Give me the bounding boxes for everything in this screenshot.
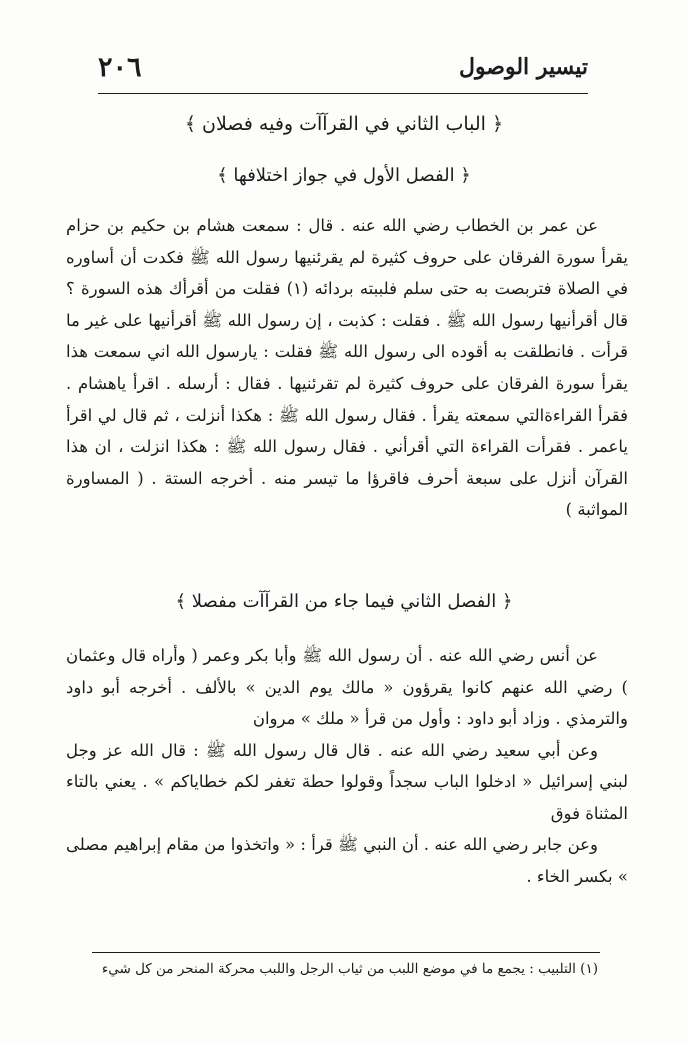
chapter-heading: ﴿ الباب الثاني في القرآآت وفيه فصلان ﴾	[184, 113, 504, 135]
section-2-paragraph-abu-said: وعن أبي سعيد رضي الله عنه . قال قال رسول الله ﷺ : قال الله عز وجل لبني إسرائيل « ادخلوا الباب سجداً وقولوا حطة تغفر لكم خطاياكم » . يعني بالتاء المثناة فوق	[66, 740, 628, 823]
section-1-body	[66, 210, 628, 526]
section-1-paragraph: عن عمر بن الخطاب رضي الله عنه . قال : سمعت هشام بن حكيم بن حزام يقرأ سورة الفرقان على حروف كثيرة لم يقرئنيها رسول الله ﷺ فكدت أن أساوره في الصلاة فتربصت به حتى سلم فلببته بردائه (١) فقلت من أقرأك هذه السورة ؟ قال أقرأنيها رسول الله ﷺ . فقلت : كذبت ، إن رسول الله ﷺ أقرأنيها على غير ما قرأت . فانطلقت به أقوده الى رسول الله ﷺ فقلت : يارسول الله اني سمعت هذا يقرأ سورة الفرقان على حروف كثيرة لم تقرئنيها . فقال : أرسله . اقرأ ياهشام . فقرأ القراءةالتي سمعته يقرأ . فقال رسول الله ﷺ : هكذا أنزلت ، ثم قال لي اقرأ ياعمر . فقرأت القراءة التي أقرأني . فقال رسول الله ﷺ : هكذا انزلت ، ان هذا القرآن أنزل على سبعة أحرف فاقرؤا ما تيسر منه . أخرجه الستة . ( المساورة المواثبة )	[66, 216, 628, 520]
page-number: ٢٠٦	[98, 52, 142, 83]
page-header	[98, 52, 588, 90]
footnote-rule	[92, 952, 600, 953]
section-2-paragraph-anas: عن أنس رضي الله عنه . أن رسول الله ﷺ وأبا بكر وعمر ( وأراه قال وعثمان ) رضي الله عنهم كانوا يقرؤون « مالك يوم الدين » بالألف . أخرجه أبو داود والترمذي . وزاد أبو داود : وأول من قرأ « ملك » مروان	[66, 646, 628, 728]
running-title: تيسير الوصول	[458, 54, 588, 80]
header-rule	[98, 93, 588, 94]
section-2-body	[66, 640, 628, 892]
section-2-heading: ﴿ الفصل الثاني فيما جاء من القرآآت مفصلا ﴾	[175, 591, 513, 612]
footnote: (١) التلبيب : يجمع ما في موضع اللبب من ثياب الرجل واللبب محركة المنحر من كل شيء	[101, 961, 598, 977]
section-1-heading: ﴿ الفصل الأول في جواز اختلافها ﴾	[217, 165, 471, 186]
section-2-paragraph-jabir: وعن جابر رضي الله عنه . أن النبي ﷺ قرأ : « واتخذوا من مقام إبراهيم مصلى » بكسر الخاء .	[66, 835, 628, 886]
